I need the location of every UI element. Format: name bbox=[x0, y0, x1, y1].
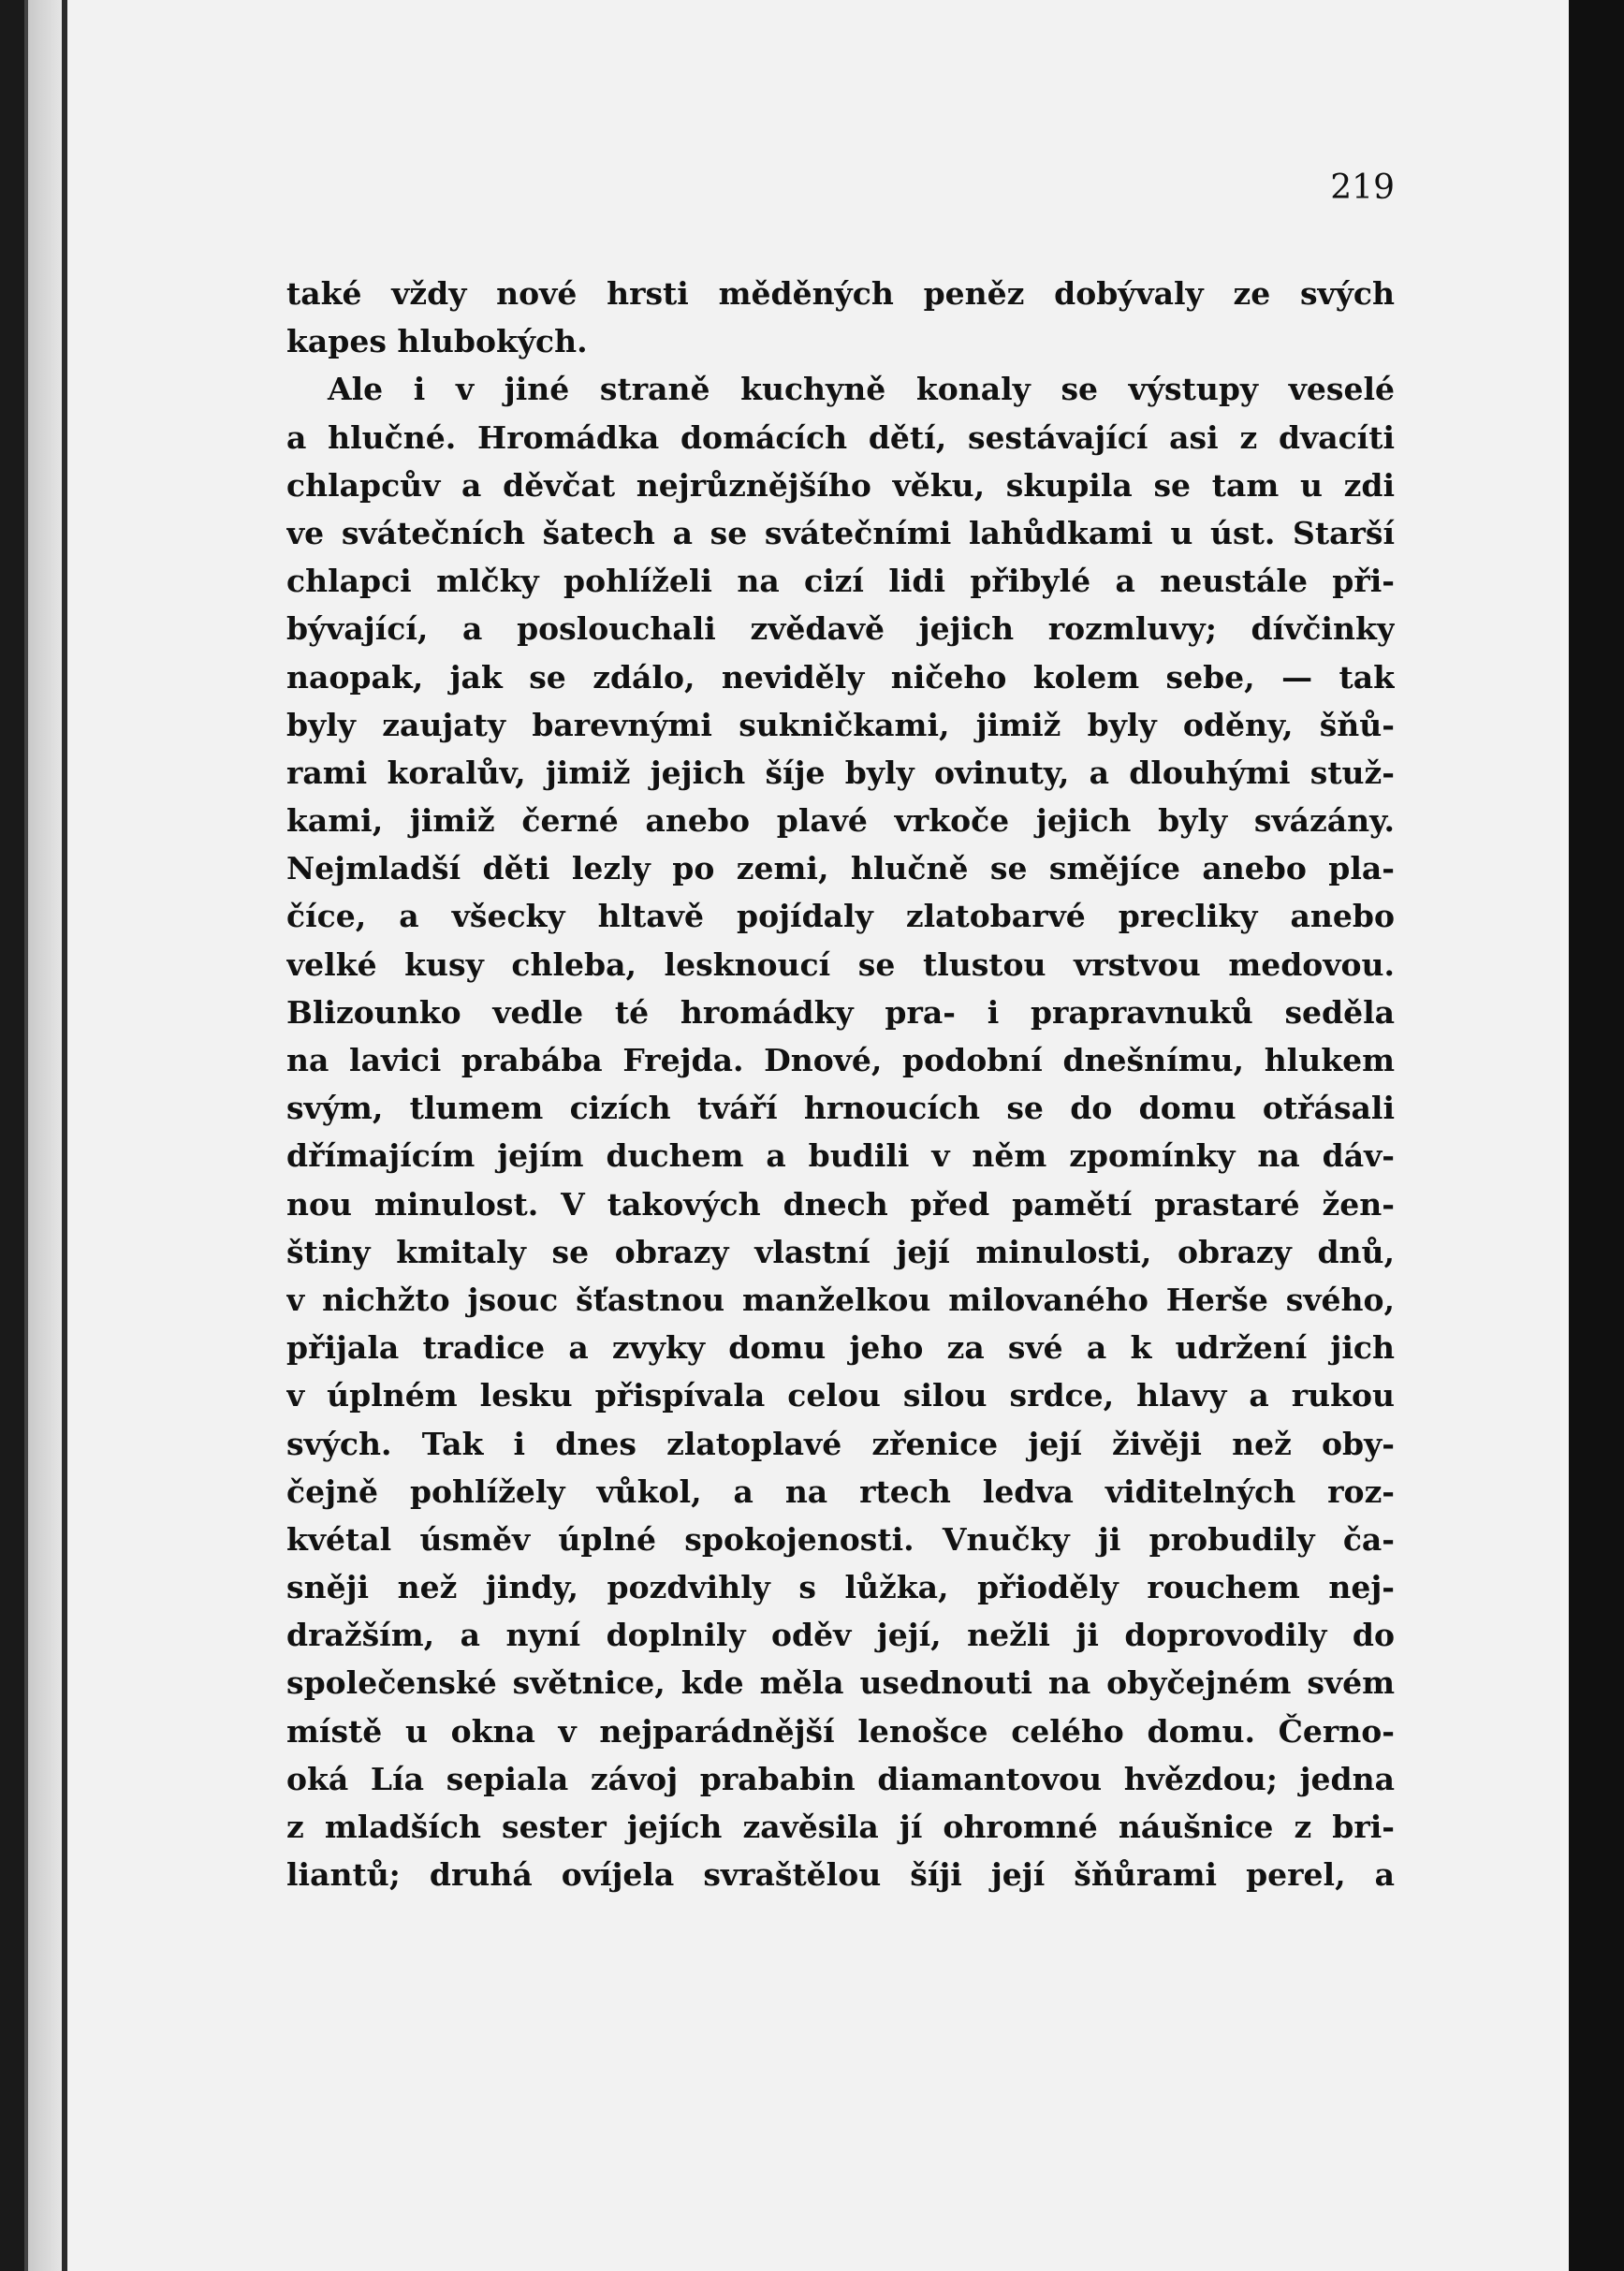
previous-page-edge bbox=[24, 0, 66, 2271]
page-number: 219 bbox=[1330, 168, 1395, 207]
text-line: bývající, a poslouchali zvědavě jejich rozmluvy; dívčinky bbox=[286, 610, 1395, 648]
text-line: místě u okna v nejparádnější lenošce celého domu. Černo- bbox=[286, 1712, 1395, 1750]
body-text bbox=[286, 270, 1395, 1898]
text-line: a hlučné. Hromádka domácích dětí, sestávající asi z dvacíti bbox=[286, 418, 1395, 456]
text-line: dřímajícím jejím duchem a budili v něm zpomínky na dáv- bbox=[286, 1137, 1395, 1175]
text-line: nou minulost. V takových dnech před pamětí prastaré žen- bbox=[286, 1185, 1395, 1223]
text-line: chlapci mlčky pohlíželi na cizí lidi přibylé a neustále při- bbox=[286, 563, 1395, 600]
text-line: svým, tlumem cizích tváří hrnoucích se do domu otřásali bbox=[286, 1090, 1395, 1127]
text-line: štiny kmitaly se obrazy vlastní její minulosti, obrazy dnů, bbox=[286, 1233, 1395, 1270]
text-line: Ale i v jiné straně kuchyně konaly se výstupy veselé bbox=[328, 371, 1395, 408]
text-line: Blizounko vedle té hromádky pra- i prapravnuků seděla bbox=[286, 993, 1395, 1031]
text-line: Nejmladší děti lezly po zemi, hlučně se smějíce anebo pla- bbox=[286, 850, 1395, 887]
text-line: čejně pohlížely vůkol, a na rtech ledva viditelných roz- bbox=[286, 1472, 1395, 1510]
text-line: liantů; druhá ovíjela svraštělou šíji její šňůrami perel, a bbox=[286, 1856, 1395, 1894]
text-line: byly zaujaty barevnými sukničkami, jimiž byly oděny, šňů- bbox=[286, 706, 1395, 743]
text-line: kami, jimiž černé anebo plavé vrkoče jejich byly svázány. bbox=[286, 802, 1395, 840]
text-line: přijala tradice a zvyky domu jeho za své a k udržení jich bbox=[286, 1329, 1395, 1367]
text-line: z mladších sester jejích zavěsila jí ohromné náušnice z bri- bbox=[286, 1809, 1395, 1845]
text-line: rami koralův, jimiž jejich šíje byly ovinuty, a dlouhými stuž- bbox=[286, 754, 1395, 791]
text-line: dražším, a nyní doplnily oděv její, nežli ji doprovodily do bbox=[286, 1617, 1395, 1654]
scan-dark-border-left bbox=[0, 0, 24, 2271]
text-line: oká Lía sepiala závoj prababin diamantovou hvězdou; jedna bbox=[286, 1760, 1395, 1797]
text-line: v úplném lesku přispívala celou silou srdce, hlavy a rukou bbox=[286, 1377, 1395, 1414]
scan-dark-border-right bbox=[1569, 0, 1624, 2271]
text-line: kapes hlubokých. bbox=[286, 323, 588, 360]
text-line: společenské světnice, kde měla usednouti na obyčejném svém bbox=[286, 1664, 1395, 1702]
text-line: naopak, jak se zdálo, neviděly ničeho kolem sebe, — tak bbox=[286, 658, 1395, 696]
text-line: ve svátečních šatech a se svátečními lahůdkami u úst. Starší bbox=[286, 514, 1395, 551]
text-line: na lavici prabába Frejda. Dnové, podobní dnešnímu, hlukem bbox=[286, 1042, 1395, 1078]
text-line: sněji než jindy, pozdvihly s lůžka, přioděly rouchem nej- bbox=[286, 1569, 1395, 1606]
text-line: chlapcův a děvčat nejrůznějšího věku, skupila se tam u zdi bbox=[286, 466, 1395, 504]
text-line: v nichžto jsouc šťastnou manželkou milovaného Herše svého, bbox=[286, 1281, 1395, 1318]
text-line: číce, a všecky hltavě pojídaly zlatobarvé precliky anebo bbox=[286, 898, 1395, 935]
text-line: svých. Tak i dnes zlatoplavé zřenice její živěji než oby- bbox=[286, 1425, 1395, 1462]
text-line: také vždy nové hrsti měděných peněz dobývaly ze svých bbox=[286, 275, 1395, 312]
text-line: kvétal úsměv úplné spokojenosti. Vnučky ji probudily ča- bbox=[286, 1520, 1395, 1558]
text-line: velké kusy chleba, lesknoucí se tlustou vrstvou medovou. bbox=[286, 945, 1395, 983]
